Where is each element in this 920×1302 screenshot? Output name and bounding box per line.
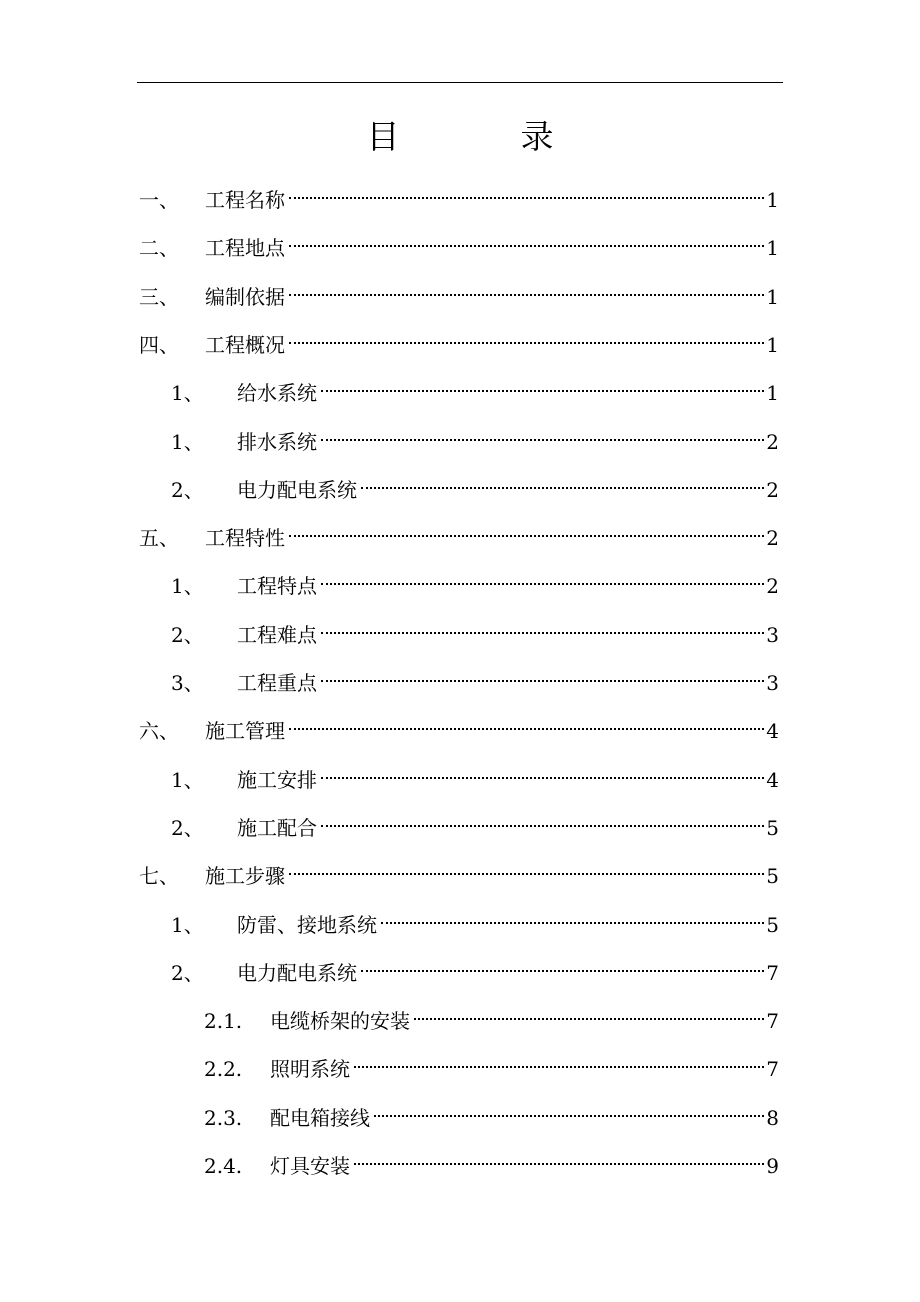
toc-entry-number: 1、 <box>171 574 204 599</box>
toc-entry-number: 四、 <box>139 332 179 357</box>
toc-entry-page: 2 <box>766 477 779 502</box>
toc-entry[interactable] <box>171 366 779 406</box>
toc-entry-label: 施工步骤 <box>205 864 285 889</box>
toc-dot-leader <box>374 1091 764 1125</box>
toc-entry-page: 1 <box>766 381 779 406</box>
toc-entry-label: 施工安排 <box>237 767 317 792</box>
toc-entry-page: 8 <box>766 1105 779 1130</box>
toc-entry-page: 3 <box>766 622 779 647</box>
toc-entry[interactable] <box>139 511 779 551</box>
toc-entry-number: 二、 <box>139 236 179 261</box>
toc-entry-number: 3、 <box>171 671 204 695</box>
toc-dot-leader <box>321 559 764 593</box>
toc-entry-page: 5 <box>766 815 779 840</box>
toc-entry-number: 一、 <box>139 188 179 212</box>
toc-entry-label: 工程地点 <box>205 236 285 261</box>
toc-entry-page: 2 <box>766 526 779 551</box>
toc-entry-page: 1 <box>766 332 779 357</box>
toc-entry[interactable] <box>171 608 779 647</box>
toc-entry-label: 电缆桥架的安装 <box>270 1009 410 1034</box>
toc-dot-leader <box>321 608 764 642</box>
toc-entry-number: 2.2. <box>204 1057 243 1082</box>
toc-entry[interactable] <box>171 946 779 985</box>
toc-entry[interactable] <box>139 849 779 889</box>
toc-dot-leader <box>361 946 764 980</box>
toc-entry-label: 工程概况 <box>205 332 285 357</box>
toc-entry-number: 1、 <box>171 912 204 937</box>
toc-dot-leader <box>289 704 764 738</box>
toc-entry-page: 1 <box>766 236 779 261</box>
toc-entry-label: 灯具安装 <box>270 1154 350 1178</box>
toc-entry-number: 五、 <box>139 526 179 551</box>
toc-dot-leader <box>321 366 764 400</box>
toc-dot-leader <box>289 849 764 883</box>
toc-dot-leader <box>289 221 764 255</box>
toc-entry-page: 9 <box>766 1154 779 1178</box>
toc-dot-leader <box>354 1139 764 1173</box>
toc-entry-page: 4 <box>766 719 779 744</box>
toc-entry-page: 2 <box>766 429 779 454</box>
toc-dot-leader <box>321 753 764 787</box>
toc-entry-number: 2.3. <box>204 1105 243 1130</box>
toc-entry-page: 2 <box>766 574 779 599</box>
toc-entry-page: 7 <box>766 1009 779 1034</box>
toc-entry-number: 1、 <box>171 381 204 406</box>
toc-entry-page: 5 <box>766 912 779 937</box>
toc-entry-number: 三、 <box>139 284 179 309</box>
toc-entry-number: 1、 <box>171 767 204 792</box>
toc-entry-label: 工程特点 <box>237 574 317 599</box>
toc-dot-leader <box>289 173 764 207</box>
toc-entry-number: 2.4. <box>204 1154 243 1178</box>
toc-entry[interactable] <box>204 1042 779 1082</box>
toc-entry-label: 施工管理 <box>205 719 285 744</box>
toc-entry-label: 工程重点 <box>237 671 317 695</box>
toc-entry-page: 7 <box>766 1057 779 1082</box>
toc-entry-label: 电力配电系统 <box>237 960 357 985</box>
toc-entry[interactable] <box>171 656 779 695</box>
toc-entry-label: 排水系统 <box>237 429 317 454</box>
toc-dot-leader <box>321 801 764 835</box>
toc-dot-leader <box>381 898 764 932</box>
toc-entry-number: 2、 <box>171 477 204 502</box>
toc-entry[interactable] <box>204 994 779 1034</box>
toc-dot-leader <box>289 318 764 352</box>
toc-entry[interactable] <box>171 463 779 502</box>
header-rule <box>137 82 783 83</box>
toc-dot-leader <box>321 415 764 449</box>
toc-entry[interactable] <box>171 801 779 840</box>
page-title: 目 录 <box>366 117 598 156</box>
toc-entry-page: 1 <box>766 188 779 212</box>
toc-entry-number: 2、 <box>171 815 204 840</box>
toc-entry-label: 施工配合 <box>237 815 317 840</box>
toc-entry[interactable] <box>139 270 779 309</box>
toc-entry-page: 5 <box>766 864 779 889</box>
toc-entry-page: 1 <box>766 284 779 309</box>
toc-entry-number: 1、 <box>171 429 204 454</box>
toc-entry-number: 七、 <box>139 864 179 889</box>
toc-entry-label: 工程特性 <box>205 526 285 551</box>
toc-entry[interactable] <box>171 753 779 792</box>
toc-entry-number: 2、 <box>171 960 204 985</box>
toc-dot-leader <box>321 656 764 690</box>
toc-entry-label: 配电箱接线 <box>270 1105 370 1130</box>
toc-entry[interactable] <box>139 318 779 357</box>
toc-entry[interactable] <box>204 1139 779 1178</box>
toc-entry[interactable] <box>171 898 779 937</box>
toc-entry-label: 工程名称 <box>205 188 285 212</box>
toc-dot-leader <box>354 1042 764 1076</box>
toc-entry-page: 7 <box>766 960 779 985</box>
toc-entry-number: 2、 <box>171 622 204 647</box>
toc-dot-leader <box>289 511 764 545</box>
toc-entry[interactable] <box>171 415 779 454</box>
toc-dot-leader <box>289 270 764 304</box>
toc-entry-label: 照明系统 <box>270 1057 350 1082</box>
toc-entry-label: 防雷、接地系统 <box>237 912 377 937</box>
toc-entry[interactable] <box>139 173 779 212</box>
toc-entry[interactable] <box>139 704 779 744</box>
toc-entry-page: 3 <box>766 671 779 695</box>
toc-entry-number: 2.1. <box>204 1009 243 1034</box>
toc-entry[interactable] <box>204 1091 779 1130</box>
toc-entry-label: 给水系统 <box>237 381 317 406</box>
toc-entry-label: 工程难点 <box>237 622 317 647</box>
toc-entry[interactable] <box>139 221 779 261</box>
toc-entry-number: 六、 <box>139 719 179 744</box>
toc-entry-page: 4 <box>766 767 779 792</box>
toc-dot-leader <box>361 463 764 497</box>
toc-entry-label: 编制依据 <box>205 284 285 309</box>
toc-dot-leader <box>414 994 764 1028</box>
toc-entry[interactable] <box>171 559 779 599</box>
toc-entry-label: 电力配电系统 <box>237 477 357 502</box>
